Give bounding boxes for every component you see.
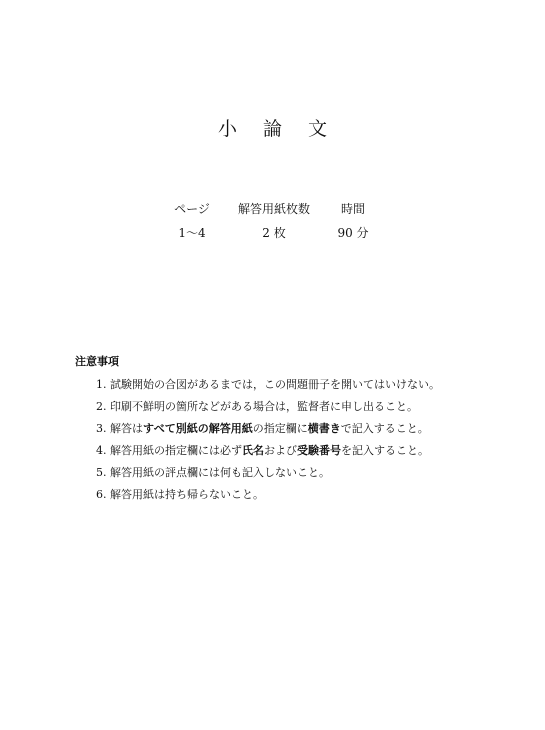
exam-info-table (167, 196, 375, 244)
notes-list (96, 374, 440, 506)
header-answer-sheets: 解答用紙枚数 (237, 201, 310, 216)
info-value-row (167, 220, 375, 244)
note-number: 4. (96, 444, 107, 457)
note-number: 1. (96, 378, 107, 391)
note-item (96, 484, 440, 506)
note-item (96, 440, 440, 462)
note-text: 試験開始の合図があるまでは，この問題冊子を開いてはいけない。 (110, 378, 440, 391)
page-title: 小 論 文 (217, 118, 338, 140)
note-text: 解答は (110, 422, 143, 435)
note-number: 2. (96, 400, 107, 413)
note-emphasis: すべて別紙の解答用紙 (143, 422, 253, 435)
value-time: 90 分 (337, 225, 369, 240)
note-text: の指定欄に (252, 422, 308, 435)
note-text: 解答用紙の評点欄には何も記入しないこと。 (110, 466, 330, 479)
note-text: および (264, 444, 297, 457)
notes-heading: 注意事項 (75, 355, 119, 368)
note-emphasis: 受験番号 (297, 444, 341, 457)
note-text: 解答用紙は持ち帰らないこと。 (110, 488, 264, 501)
note-item (96, 374, 440, 396)
note-item (96, 462, 440, 484)
note-emphasis: 横書き (307, 422, 341, 435)
header-time: 時間 (340, 201, 365, 216)
note-number: 6. (96, 488, 107, 501)
note-item (96, 418, 440, 440)
note-number: 3. (96, 422, 107, 435)
value-answer-sheets: 2 枚 (262, 225, 286, 240)
note-text: 印刷不鮮明の箇所などがある場合は，監督者に申し出ること。 (110, 400, 418, 413)
note-text: で記入すること。 (340, 422, 429, 435)
info-header-row (167, 196, 375, 220)
note-text: を記入すること。 (341, 444, 429, 457)
note-number: 5. (96, 466, 107, 479)
value-pages: 1〜4 (178, 225, 206, 240)
note-text: 解答用紙の指定欄には必ず (110, 444, 242, 457)
note-emphasis: 氏名 (242, 444, 264, 457)
note-item (96, 396, 440, 418)
header-pages: ページ (174, 201, 210, 216)
